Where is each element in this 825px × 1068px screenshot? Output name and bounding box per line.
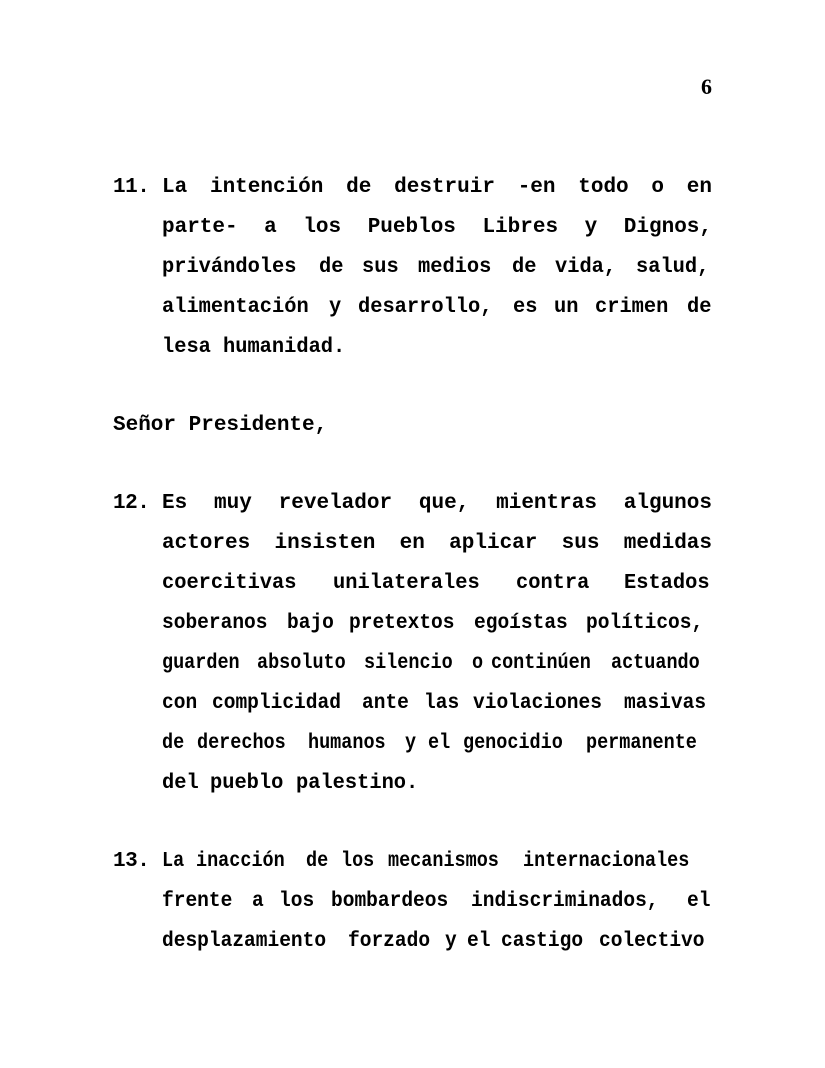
word: muy [214,492,252,515]
word: lesa [162,336,211,359]
word: los [303,216,342,239]
word: es [512,296,538,319]
word: silencio [364,652,454,675]
word: actuando [611,652,700,675]
word: mecanismos [387,850,499,873]
text-line [162,882,712,922]
word: contra [516,572,590,595]
word: los [340,850,375,873]
word: egoístas [473,612,568,635]
word: soberanos [162,612,268,635]
word: y [329,296,342,319]
text-line [162,922,712,962]
word: de [318,256,344,279]
word: bajo [286,612,334,635]
word: algunos [623,492,712,515]
page-number: 6 [701,74,712,99]
text-line [162,604,712,644]
text-line [162,842,712,882]
word: castigo [501,930,584,953]
word: de [346,176,372,199]
word: las [423,692,460,715]
word: La [162,850,185,873]
word: internacionales [522,850,690,873]
word: un [553,296,579,319]
word: genocidio [462,732,563,755]
word: violaciones [473,692,603,715]
word: coercitivas [162,572,297,595]
word: en [399,532,425,555]
word: destruir [394,176,495,199]
text-line [162,524,712,564]
salutation-paragraph: Señor Presidente, [113,414,328,437]
word: el [686,890,711,913]
word: continúen [491,652,591,675]
word: políticos, [585,612,704,635]
word: Dignos, [623,216,712,239]
paragraph-text [162,168,712,368]
paragraph-number: 13. [113,850,150,873]
word: del [162,772,199,795]
word: en [686,176,712,199]
word: que, [418,492,470,515]
word: el [427,732,451,755]
word: bombardeos [330,890,448,913]
word: de [162,732,185,755]
word: alimentación [162,296,309,319]
numbered-paragraph [113,168,712,368]
text-line [162,208,712,248]
word: palestino. [296,772,419,795]
word: humanos [307,732,386,755]
word: desarrollo, [357,296,493,319]
word: y [584,216,598,239]
word: aplicar [449,532,538,555]
word: guarden [162,652,240,675]
word: con [162,692,198,715]
word: actores [162,532,251,555]
text-line [162,484,712,524]
word: pueblo [210,772,284,795]
text-line [162,724,712,764]
text-line [162,248,712,288]
word: colectivo [598,930,705,953]
paragraph-text [162,842,712,962]
text-line [162,168,712,208]
word: sus [561,532,600,555]
word: de [306,850,329,873]
text-line [162,328,712,368]
word: de [686,296,712,319]
word: y [445,930,457,953]
word: Libres [482,216,559,239]
word: los [278,890,314,913]
word: parte- [162,216,238,239]
text-line [162,564,712,604]
word: La [162,176,188,199]
word: Estados [623,572,710,595]
word: intención [209,176,324,199]
word: Pueblos [367,216,456,239]
numbered-paragraph [113,842,712,962]
text-line [162,644,712,684]
word: sus [362,256,399,279]
text-line [162,764,712,804]
word: medios [418,256,492,279]
word: absoluto [256,652,346,675]
word: el [466,930,491,953]
word: mientras [496,492,597,515]
text-line [162,684,712,724]
word: complicidad [211,692,341,715]
paragraph-number: 11. [113,176,150,199]
word: masivas [623,692,706,715]
word: -en [517,176,556,199]
word: derechos [196,732,286,755]
word: frente [162,890,233,913]
word: indiscriminados, [470,890,659,913]
word: a [264,216,277,239]
word: pretextos [348,612,455,635]
word: de [511,256,537,279]
word: unilaterales [332,572,480,595]
paragraph-number: 12. [113,492,150,515]
word: desplazamiento [162,930,327,953]
word: o [651,176,665,199]
word: salud, [636,256,710,279]
numbered-paragraph [113,484,712,804]
text-line [162,288,712,328]
word: forzado [347,930,430,953]
word: inacción [196,850,286,873]
word: privándoles [162,256,297,279]
word: humanidad. [222,336,346,359]
word: todo [578,176,629,199]
word: insisten [274,532,376,555]
word: o [471,652,483,675]
word: ante [361,692,409,715]
paragraph-text [162,484,712,804]
word: Es [162,492,188,515]
word: y [405,732,417,755]
word: medidas [623,532,712,555]
word: permanente [585,732,697,755]
word: revelador [278,492,393,515]
word: a [251,890,264,913]
document-body [113,168,712,1000]
word: crimen [595,296,669,319]
word: vida, [555,256,617,279]
